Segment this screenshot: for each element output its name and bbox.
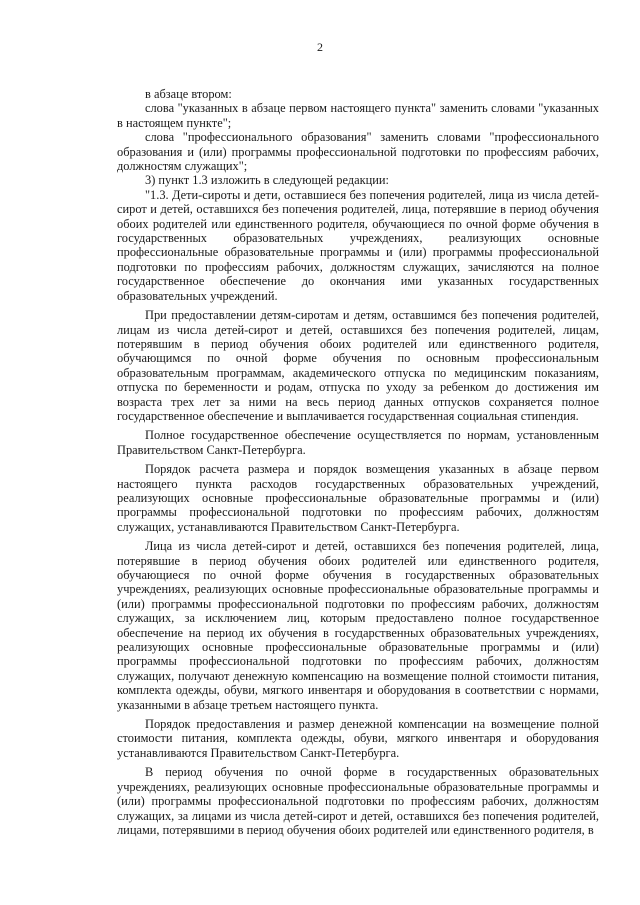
paragraph-1: в абзаце втором: (145, 87, 232, 101)
paragraph-9: Лица из числа детей-сирот и детей, оставшихся без попечения родителей, лица, потерявшие в период обучения обоих родителей или единственного родителя, обучающиеся по очной форме обучения в государственных образовательных учреждениях, реализующих основные профессиональные образовательные программы и (или) программы профессиональной подготовки по профессиям рабочих, должностям служащих, за исключением лиц, которым предоставлено полное государственное обеспечение на период их обучения в государственных образовательных учреждениях, реализующих основные профессиональные образовательные программы и (или) программы профессиональной подготовки по профессиям рабочих, должностям служащих, получают денежную компенсацию на возмещение полной стоимости питания, комплекта одежды, обуви, мягкого инвентаря и оборудования в соответствии с нормами, указанными в абзаце третьем настоящего пункта. (117, 539, 599, 712)
page-number: 2 (317, 40, 323, 54)
paragraph-7: Полное государственное обеспечение осуществляется по нормам, установленным Правительством Санкт-Петербурга. (117, 428, 599, 457)
paragraph-6: При предоставлении детям-сиротам и детям, оставшимся без попечения родителей, лицам из числа детей-сирот и детей, оставшихся без попечения родителей, лицам, потерявшим в период обучения обоих родителей или единственного родителя, обучающимся по очной форме обучения по основным профессиональным образовательным программам, академического отпуска по медицинским показаниям, отпуска по беременности и родам, отпуска по уходу за ребенком до достижения им возраста трех лет за ними на весь период данных отпусков сохраняется полное государственное обеспечение и выплачивается государственная социальная стипендия. (117, 308, 599, 423)
paragraph-5: "1.3. Дети-сироты и дети, оставшиеся без попечения родителей, лица из числа детей-сирот и детей, оставшихся без попечения родителей, лица, потерявшие в период обучения обоих родителей или единственного родителя, обучающиеся по очной форме обучения в государственных образовательных учреждениях, реализующих основные профессиональные образовательные программы и (или) программы профессиональной подготовки по профессиям рабочих, должностям служащих, зачисляются на полное государственное обеспечение до окончания ими указанных государственных образовательных учреждений. (117, 187, 599, 303)
document-body (117, 87, 599, 837)
paragraph-11: В период обучения по очной форме в государственных образовательных учреждениях, реализующих основные профессиональные образовательные программы и (или) программы профессиональной подготовки по профессиям рабочих, должностям служащих, за лицами из числа детей-сирот и детей, оставшихся без попечения родителей, лицами, потерявшими в период обучения обоих родителей или единственного родителя, в (117, 765, 599, 837)
paragraph-8: Порядок расчета размера и порядок возмещения указанных в абзаце первом настоящего пункта расходов государственных образовательных учреждений, реализующих основные профессиональные образовательные программы и (или) программы профессиональной подготовки по профессиям рабочих, должностям служащих, устанавливаются Правительством Санкт-Петербурга. (117, 462, 599, 534)
paragraph-10: Порядок предоставления и размер денежной компенсации на возмещение полной стоимости питания, комплекта одежды, обуви, мягкого инвентаря и оборудования устанавливаются Правительством Санкт-Петербурга. (117, 717, 599, 760)
paragraph-2: слова "указанных в абзаце первом настоящего пункта" заменить словами "указанных в настоящем пункте"; (117, 101, 599, 130)
paragraph-4: 3) пункт 1.3 изложить в следующей редакции: (145, 173, 389, 188)
paragraph-3: слова "профессионального образования" заменить словами "профессионального образования и (или) программы профессиональной подготовки по профессиям рабочих, должностям служащих"; (117, 130, 599, 174)
